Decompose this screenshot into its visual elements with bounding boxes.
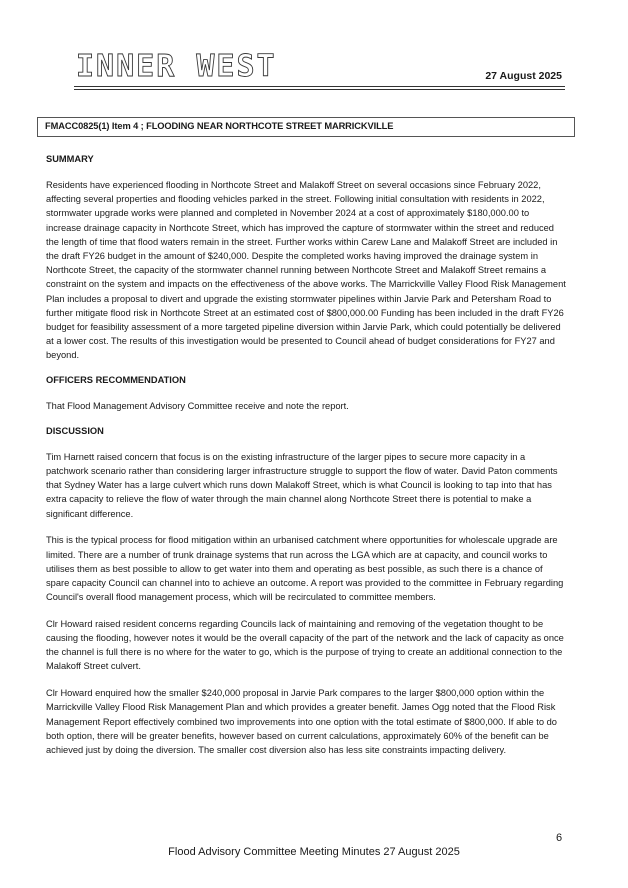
minutes-body [46, 154, 566, 770]
recommendation-paragraph: That Flood Management Advisory Committee receive and note the report. [46, 401, 349, 412]
item-title-box [37, 117, 575, 137]
logo-text: INNER WEST [76, 50, 277, 80]
discussion-heading: DISCUSSION [46, 425, 104, 436]
recommendation-heading: OFFICERS RECOMMENDATION [46, 375, 186, 386]
discussion-paragraph: This is the typical process for flood mitigation within an urbanised catchment where opportunities for wholescale upgrade are limited. There are a number of trunk drainage systems that run across the LGA which are at capacity, and council works to utilises them as best possible to allow to get water into them and operating as best possible, as such there is a chance of spare capacity Council can channel into to achieve an outcome. A report was provided to the committee in February regarding Council's overall flood management process, which will be recirculated to committee members. [46, 535, 564, 603]
summary-heading: SUMMARY [46, 154, 94, 164]
page-number: 6 [556, 832, 563, 844]
inner-west-logo [74, 50, 278, 80]
header-rule-second [74, 89, 565, 90]
discussion-paragraph: Clr Howard raised resident concerns regarding Councils lack of maintaining and removing of the vegetation thought to be causing the flooding, however notes it would be the overall capacity of the part of the network and the lack of capacity as once the channel is full there is no where for the water to go, which is the purpose of trying to create an additional connection to the Malakoff Street culvert. [46, 618, 564, 672]
discussion-paragraph: Tim Harnett raised concern that focus is on the existing infrastructure of the larger pipes to secure more capacity in a patchwork scenario rather than considering larger infrastructure struggle to support the flow of water. David Paton comments that Sydney Water has a large culvert which runs down Malakoff Street, which is what Council is looking to tap into that has extra capacity to relieve the flow of water through the main channel along Northcote Street there is potential to make a significant difference. [46, 451, 558, 519]
header-date: 27 August 2025 [485, 70, 562, 82]
discussion-paragraph: Clr Howard enquired how the smaller $240,000 proposal in Jarvie Park compares to the larger $800,000 option within the Marrickville Valley Flood Risk Management Plan and which provides a greater benefit. James Ogg noted that the Flood Risk Management Report effectively combined two improvements into one option with the total estimate of $800,000. If able to do both option, there will be greater benefits, however based on current calculations, approximately 60% of the benefit can be achieved just by doing the diversion. The smaller cost diversion also has less site constraints impacting delivery. [46, 688, 557, 755]
header-rule [74, 86, 565, 87]
summary-paragraph: Residents have experienced flooding in Northcote Street and Malakoff Street on several occasions since February 2022, affecting several properties and flooding vehicles parked in the street. Following initial consultation with residents in 2022, stormwater upgrade works were planned and completed in November 2024 at a cost of approximately $180,000.00 to increase drainage capacity in Northcote Street, which has improved the capture of stormwater within the street and reduced the length of time that flood waters remain in the street. Further works within Carew Lane and Malakoff Street are included in the draft FY26 budget in the amount of $240,000. Despite the completed works having improved the drainage system in Northcote Street, the capacity of the stormwater channel running between Northcote Street and Malakoff Street remains a constraint on the system and impacts on the effectiveness of the above works. The Marrickville Valley Flood Risk Management Plan includes a proposal to divert and upgrade the existing stormwater pipelines within Jarvie Park and Petersham Road to further mitigate flood risk in Northcote Street at an estimated cost of $800,000.00 Funding has been included in the draft FY26 budget for feasibility assessment of a more targeted pipeline diversion within Jarvie Park, which could potentially be delivered at a lower cost. The results of this investigation would be presented to Council ahead of budget considerations for FY27 and beyond. [46, 180, 566, 361]
item-title: FMACC0825(1) Item 4 ; FLOODING NEAR NORTHCOTE STREET MARRICKVILLE [45, 121, 394, 131]
page-footer: Flood Advisory Committee Meeting Minutes 27 August 2025 [168, 846, 460, 858]
